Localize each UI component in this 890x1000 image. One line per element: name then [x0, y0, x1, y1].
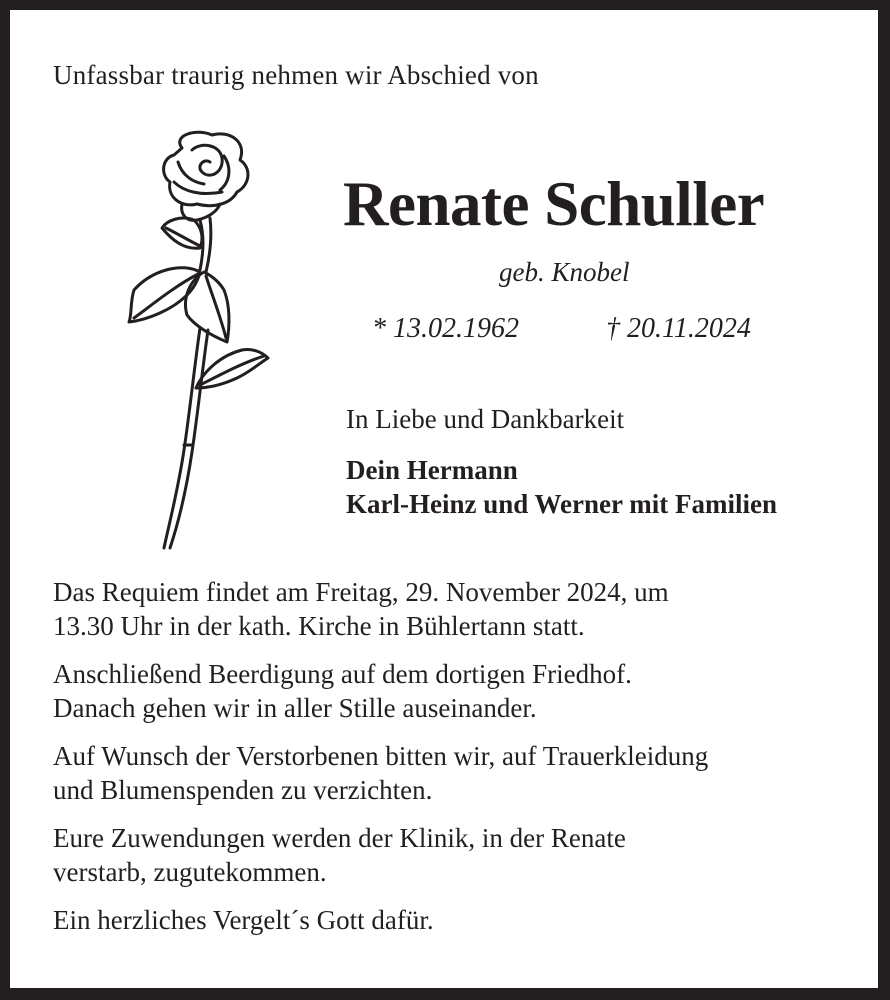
paragraph-line: Anschließend Beerdigung auf dem dortigen Friedhof.	[53, 659, 632, 689]
paragraph-line: Ein herzliches Vergelt´s Gott dafür.	[53, 905, 434, 935]
paragraph-burial	[53, 657, 632, 725]
paragraph-request	[53, 739, 708, 807]
closing-line: In Liebe und Dankbarkeit	[346, 404, 625, 434]
paragraph-line: Eure Zuwendungen werden der Klinik, in der Renate	[53, 823, 626, 853]
birth-date: * 13.02.1962	[372, 313, 519, 344]
maiden-name: geb. Knobel	[499, 257, 630, 287]
paragraph-donations	[53, 821, 626, 889]
paragraph-requiem	[53, 575, 669, 643]
paragraph-line: verstarb, zugutekommen.	[53, 857, 327, 887]
paragraph-thanks	[53, 903, 434, 937]
mourner-1: Dein Hermann	[346, 455, 518, 485]
paragraph-line: Danach gehen wir in aller Stille auseinander.	[53, 693, 537, 723]
rose-icon	[112, 120, 277, 550]
death-date: † 20.11.2024	[606, 313, 751, 344]
intro-text: Unfassbar traurig nehmen wir Abschied von	[53, 60, 539, 90]
obituary-card	[10, 10, 878, 988]
paragraph-line: Das Requiem findet am Freitag, 29. November 2024, um	[53, 577, 669, 607]
deceased-name: Renate Schuller	[343, 169, 765, 239]
paragraph-line: Auf Wunsch der Verstorbenen bitten wir, auf Trauerkleidung	[53, 741, 709, 771]
paragraph-line: 13.30 Uhr in der kath. Kirche in Bühlertann statt.	[53, 611, 585, 641]
mourner-2: Karl-Heinz und Werner mit Familien	[346, 489, 777, 519]
paragraph-line: und Blumenspenden zu verzichten.	[53, 775, 433, 805]
